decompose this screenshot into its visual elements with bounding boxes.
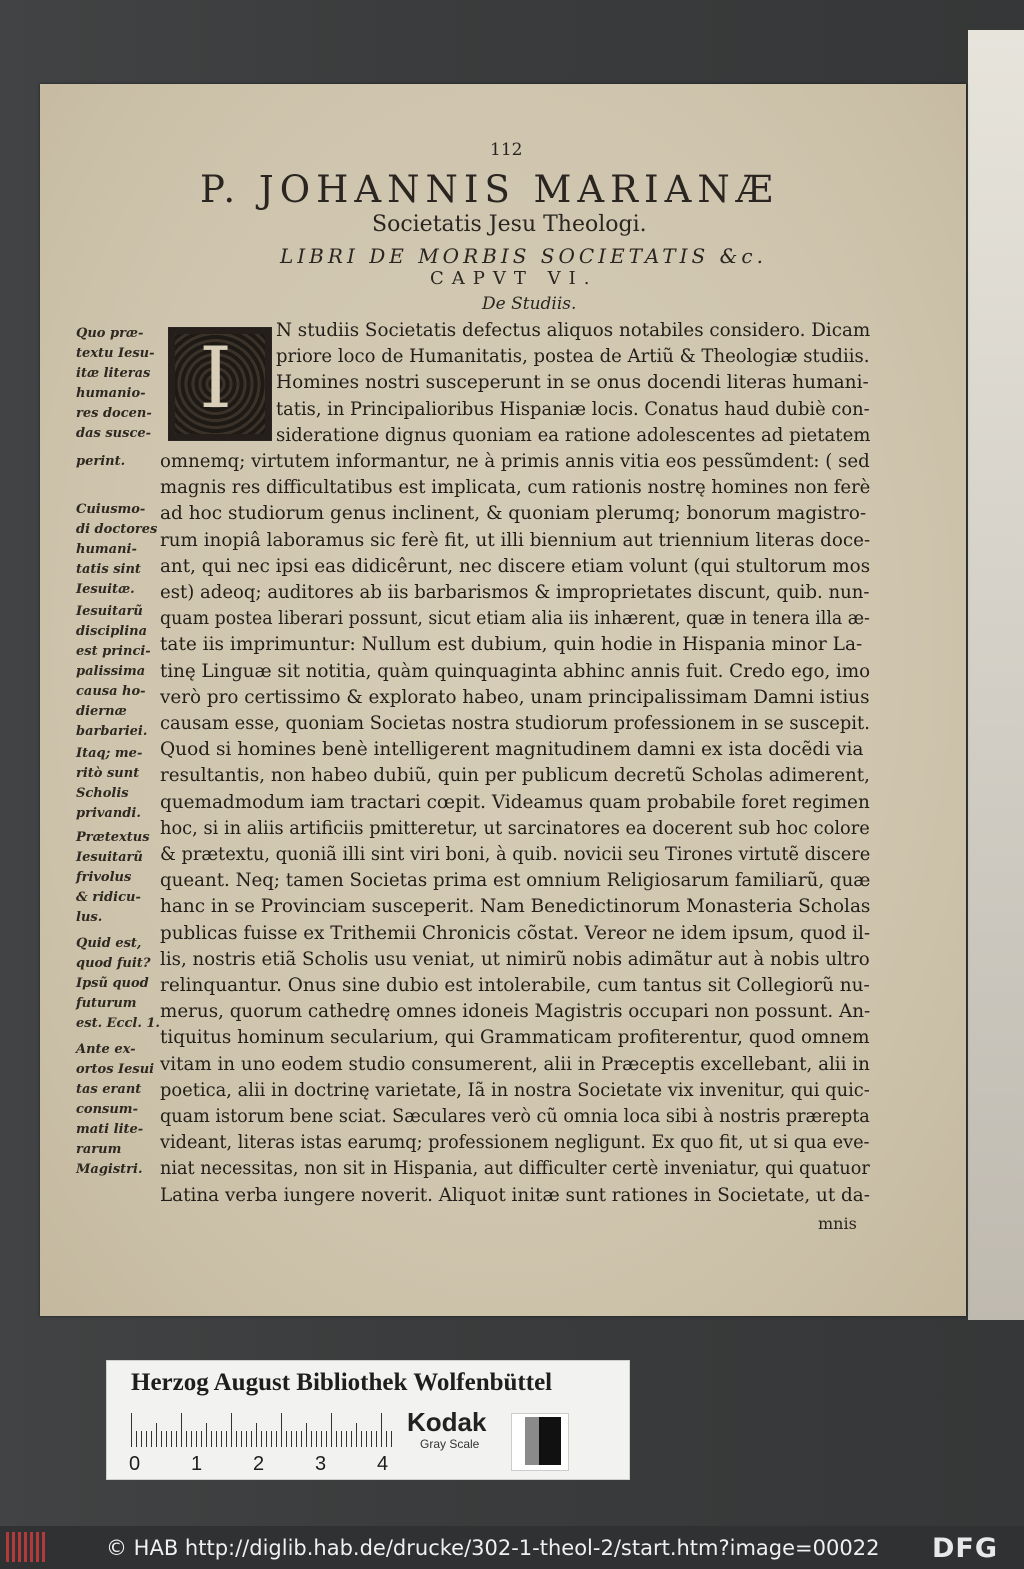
library-name: Herzog August Bibliothek Wolfenbüttel	[131, 1369, 553, 1396]
text-line: rum inopiâ laboramus sic ferè fit, ut illi biennium aut triennium literas doce-	[160, 529, 871, 551]
text-line: tatis, in Principalioribus Hispaniæ locis. Conatus haud dubiè con-	[276, 398, 870, 420]
text-line: vitam in uno eodem studio consumerent, alii in Præceptis excellebant, alii in	[160, 1053, 870, 1075]
ruler-tick	[366, 1431, 367, 1447]
marginal-note-line: consum-	[76, 1102, 138, 1117]
ruler-tick	[241, 1431, 242, 1447]
text-line: ad hoc studiorum genus inclinent, & quoniam plerumq; bonorum magistro-	[160, 503, 867, 525]
ruler-tick	[276, 1431, 277, 1447]
text-line: tinę Linguæ sit notitia, quàm quinquaginta abhinc annis fuit. Credo ego, imo	[160, 660, 871, 682]
text-line: Quod si homines benè intelligerent magnitudinem damni ex ista docẽdi via	[160, 739, 864, 761]
book-title: LIBRI DE MORBIS SOCIETATIS &c.	[280, 244, 767, 268]
ruler-tick	[201, 1431, 202, 1447]
ruler-tick	[131, 1413, 132, 1447]
ruler-tick	[146, 1431, 147, 1447]
ruler-tick	[226, 1431, 227, 1447]
ruler-tick	[211, 1431, 212, 1447]
black-swatch	[539, 1417, 561, 1465]
marginal-note-line: humanio-	[76, 386, 146, 401]
ruler-tick	[336, 1431, 337, 1447]
marginal-note-line: ortos Iesui	[76, 1062, 155, 1077]
text-line: verò pro certissimo & explorato habeo, unam principalissimam Damni istius	[160, 686, 870, 708]
marginal-note-line: frivolus	[76, 870, 132, 885]
marginal-note-line: Prætextus	[76, 830, 150, 845]
marginal-note-line: disciplina	[76, 624, 148, 639]
chapter-heading: CAPVT VI.	[430, 268, 598, 289]
section-heading: De Studiis.	[482, 294, 577, 314]
text-line: est) adeoq; auditores ab iis barbarismos & improprietates discunt, quib. nun-	[160, 582, 870, 603]
marginal-note-line: rarum	[76, 1142, 122, 1157]
marginal-note-line: Iesuitarũ	[76, 850, 143, 865]
ruler-tick	[221, 1431, 222, 1447]
marginal-note-line: est princi-	[76, 644, 151, 659]
text-line: N studiis Societatis defectus aliquos notabiles considero. Dicam	[276, 320, 871, 341]
marginal-note-line: textu Iesu-	[76, 346, 155, 361]
marginal-note-line: itæ literas	[76, 366, 151, 381]
decorated-initial	[168, 327, 272, 441]
marginal-note-line: & ridicu-	[76, 890, 141, 905]
text-line: quam postea liberari possunt, sicut etiam alia iis inhærent, quæ in tenera illa æ-	[160, 608, 870, 630]
ruler-tick	[191, 1431, 192, 1447]
ruler-tick	[311, 1431, 312, 1447]
text-line: & prætextu, quoniã illi sint viri boni, à quib. novicii seu Tirones virtutẽ discere	[160, 844, 871, 865]
author-heading: P. JOHANNIS MARIANÆ	[200, 168, 779, 211]
viewer-footer	[0, 1526, 1024, 1569]
marginal-note-line: ritò sunt	[76, 766, 140, 781]
ruler-tick	[161, 1431, 162, 1447]
marginal-note-line: res docen-	[76, 406, 152, 421]
ruler-tick	[306, 1423, 307, 1447]
ruler-tick	[216, 1431, 217, 1447]
ruler-tick	[286, 1431, 287, 1447]
ruler-tick	[316, 1431, 317, 1447]
ruler-tick	[261, 1431, 262, 1447]
marginal-note-line: Scholis	[76, 786, 129, 801]
ruler-tick	[381, 1413, 382, 1447]
marginal-note-line: Iesuitæ.	[76, 582, 135, 597]
ruler-tick	[326, 1431, 327, 1447]
ruler-tick	[291, 1431, 292, 1447]
ruler-tick	[141, 1431, 142, 1447]
text-line: ant, qui nec ipsi eas didicêrunt, nec discere etiam volunt (qui stultorum mos	[160, 555, 871, 577]
text-line: magnis res difficultatibus est implicata, cum rationis nostrę homines non ferè	[160, 477, 871, 499]
marginal-note-line: Quid est,	[76, 936, 142, 951]
ruler-number: 0	[129, 1453, 141, 1475]
ruler-tick	[246, 1431, 247, 1447]
marginal-note-line: est. Eccl. 1.	[76, 1016, 160, 1031]
ruler-tick	[346, 1431, 347, 1447]
dfg-logo: DFG	[932, 1533, 999, 1564]
marginal-note-line: quod fuit?	[76, 956, 151, 971]
text-line: poetica, alii in doctrinę varietate, Iã in nostra Societate vix invenitur, qui quic-	[160, 1079, 870, 1101]
text-line: causam esse, quoniam Societas nostra studiorum professionem in se suscepit.	[160, 713, 870, 734]
ruler-tick	[156, 1423, 157, 1447]
ruler-tick	[206, 1423, 207, 1447]
color-scale-card	[106, 1360, 630, 1480]
text-line: hanc in se Provinciam susceperit. Nam Benedictinorum Monasteria Scholas	[160, 896, 871, 918]
source-url[interactable]: © HAB http://diglib.hab.de/drucke/302-1-theol-2/start.htm?image=00022	[106, 1536, 880, 1560]
marginal-note-line: Iesuitarũ	[76, 604, 143, 619]
ruler-number: 1	[191, 1453, 203, 1475]
marginal-note-line: tatis sint	[76, 562, 141, 577]
ruler-tick	[266, 1431, 267, 1447]
text-line: merus, quorum cathedrę omnes idoneis Magistris occupari non possunt. An-	[160, 1001, 871, 1023]
marginal-note-line: tas erant	[76, 1082, 142, 1097]
page-number: 112	[490, 140, 523, 160]
text-line: videant, literas istas earumq; professionem negligunt. Ex quo fit, ut si qua eve-	[160, 1132, 870, 1154]
ruler-number: 4	[377, 1453, 389, 1475]
text-line: priore loco de Humanitatis, postea de Artiũ & Theologiæ studiis.	[276, 346, 870, 368]
author-subtitle: Societatis Jesu Theologi.	[372, 212, 647, 237]
ruler-tick	[386, 1431, 387, 1447]
marginal-note-line: Itaq; me-	[76, 746, 143, 761]
hab-logo-icon	[6, 1532, 48, 1562]
marginal-note-line: Magistri.	[76, 1162, 143, 1177]
ruler-tick	[251, 1431, 252, 1447]
text-line: queant. Neq; tamen Societas prima est omnium Religiosarum familiarũ, quæ	[160, 870, 871, 892]
ruler-tick	[256, 1423, 257, 1447]
text-line: niat necessitas, non sit in Hispania, aut difficulter certè inveniatur, qui quatuor	[160, 1158, 870, 1180]
marginal-note-line: humani-	[76, 542, 137, 557]
marginal-note-line: lus.	[76, 910, 103, 925]
ruler-tick	[151, 1431, 152, 1447]
ruler-tick	[351, 1431, 352, 1447]
marginal-note-line: mati lite-	[76, 1122, 144, 1137]
ruler-tick	[181, 1413, 182, 1447]
text-line: Latina verba iungere noverit. Aliquot initæ sunt rationes in Societate, ut da-	[160, 1184, 870, 1206]
ruler-tick	[361, 1431, 362, 1447]
marginal-note-line: diernæ	[76, 704, 127, 719]
marginal-note-line: barbariei.	[76, 724, 148, 739]
ruler-tick	[296, 1431, 297, 1447]
text-line: omnemq; virtutem informantur, ne à primis annis vitia eos pessũmdent: ( sed	[160, 451, 870, 472]
text-line: resultantis, non habeo dubiũ, quin per publicum decretũ Scholas adimerent,	[160, 765, 870, 787]
adjacent-page-edge	[968, 30, 1024, 1320]
ruler-tick	[321, 1431, 322, 1447]
ruler-tick	[391, 1431, 392, 1447]
ruler-tick	[331, 1413, 332, 1447]
ruler-tick	[356, 1423, 357, 1447]
ruler-tick	[236, 1431, 237, 1447]
marginal-note-line: Ipsũ quod	[76, 976, 149, 991]
marginal-note-line: di doctores	[76, 522, 158, 537]
ruler-tick	[176, 1431, 177, 1447]
kodak-brand: Kodak	[407, 1407, 487, 1437]
marginal-note-line: futurum	[76, 996, 137, 1011]
ruler-tick	[171, 1431, 172, 1447]
ruler-tick	[301, 1431, 302, 1447]
ruler-tick	[281, 1413, 282, 1447]
marginal-note-line: Quo præ-	[76, 326, 144, 341]
marginal-note-line: Ante ex-	[76, 1042, 136, 1057]
ruler-tick	[231, 1413, 232, 1447]
ruler-tick	[136, 1431, 137, 1447]
ruler-tick	[341, 1431, 342, 1447]
ruler-tick	[376, 1431, 377, 1447]
text-line: tate iis imprimuntur: Nullum est dubium, quin hodie in Hispania minor La-	[160, 634, 863, 656]
text-line: Homines nostri susceperunt in se onus docendi literas humani-	[276, 372, 869, 394]
gray-swatch	[525, 1417, 539, 1465]
text-line: hoc, si in aliis artificiis pmitteretur, ut sarcinatores ea docerent sub hoc colore	[160, 817, 870, 839]
marginal-note-line: privandi.	[76, 806, 141, 821]
ruler-number: 3	[315, 1453, 327, 1475]
ruler-number: 2	[253, 1453, 265, 1475]
catchword: mnis	[818, 1214, 857, 1233]
text-line: relinquantur. Onus sine dubio est intolerabile, cum tantus sit Collegiorũ nu-	[160, 975, 870, 996]
ruler-tick	[166, 1431, 167, 1447]
marginal-note-line: Cuiusmo-	[76, 502, 146, 517]
text-line: publicas fuisse ex Trithemii Chronicis cõstat. Vereor ne idem ipsum, quod il-	[160, 922, 871, 944]
text-line: lis, nostris etiã Scholis usu veniat, ut nimirũ nobis adimãtur aut à nobis ultro	[160, 948, 870, 970]
ruler-tick	[196, 1431, 197, 1447]
text-line: quam istorum bene sciat. Sæculares verò cũ omnia loca sibi à nostris præreptа	[160, 1106, 870, 1127]
text-line: tiquitus hominum secularium, qui Grammaticam profiterentur, quod omnem	[160, 1027, 870, 1049]
text-line: sideratione dignus quoniam ea ratione adolescentes ad pietatem	[276, 424, 871, 446]
marginal-note-line: causa ho-	[76, 684, 146, 699]
marginal-note-line: palissima	[76, 664, 146, 679]
ruler-tick	[186, 1431, 187, 1447]
marginal-note-line: das susce-	[76, 426, 152, 441]
ruler	[131, 1411, 393, 1447]
ruler-tick	[271, 1431, 272, 1447]
text-line: quemadmodum iam tractari cœpit. Videamus quam probabile foret regimen	[160, 791, 870, 813]
marginal-note-line: perint.	[76, 454, 126, 469]
initial-letter: I	[199, 329, 233, 427]
gray-scale-label: Gray Scale	[420, 1437, 480, 1451]
ruler-tick	[371, 1431, 372, 1447]
